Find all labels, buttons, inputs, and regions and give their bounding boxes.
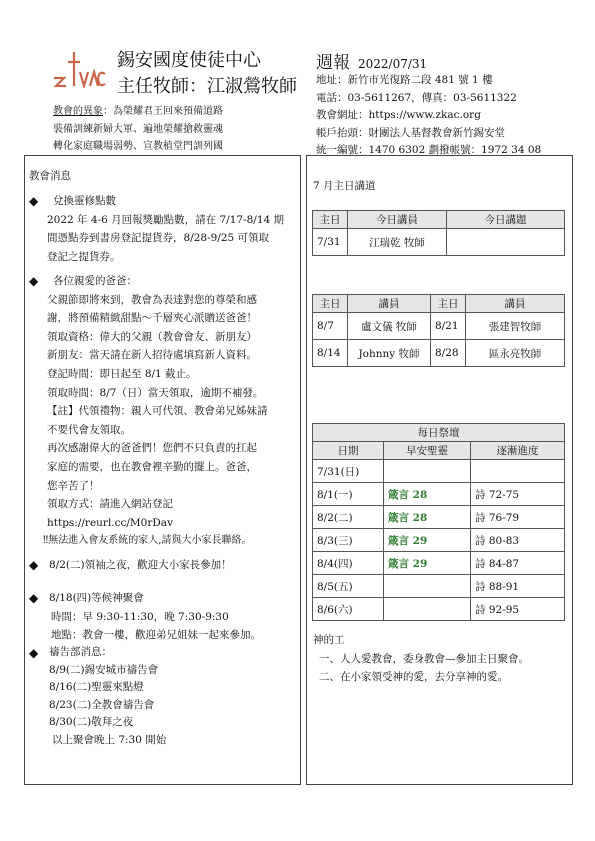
news-item [49,644,166,749]
weekly-date: 2022/07/31 [358,57,428,71]
table-cell: 8/6(六) [313,598,384,621]
news-line: 領取時間：8/7（日）當天領取，逾期不補發。 [47,386,264,399]
news-heading: 兌換靈修點數 [53,195,116,207]
table-cell: 詩 76-79 [471,506,565,529]
news-item [47,192,285,266]
contact-info [316,72,541,160]
table-header: 講員 [348,295,431,313]
news-line: 家庭的需要，也在教會裡辛勤的擺上。爸爸， [47,460,257,473]
table-cell [384,575,471,598]
news-line: 間憑點券到書房登記提貨券，8/28-9/25 可領取 [47,232,270,245]
table-cell: 7/31(日) [313,460,384,483]
news-line: 時間：早 9:30-11:30，晚 7:30-9:30 [51,610,229,623]
table-cell: 詩 80-83 [471,529,565,552]
church-name: 錫安國度使徒中心 [117,50,261,71]
website: 教會網址：https://www.zkac.org [316,109,481,121]
news-line: 領取方式：請進入網站登記 [47,498,173,511]
table-row [313,229,565,256]
table-cell: 江瑞乾 牧師 [348,229,447,256]
table-row [313,340,565,367]
table-row [313,313,565,340]
table-cell: 8/5(五) [313,575,384,598]
table-header: 講員 [466,295,565,313]
table-header: 主日 [313,211,348,229]
table-cell: 詩 88-91 [471,575,565,598]
pastor-name: 主任牧師：江淑鶯牧師 [117,76,297,97]
table-row [313,598,565,621]
table-cell: 詩 72-75 [471,483,565,506]
table-header: 日期 [313,442,384,460]
news-link[interactable]: https://reurl.cc/M0rDav [47,516,173,529]
news-heading: 各位親愛的爸爸： [53,275,137,287]
news-item [49,556,232,575]
table-cell: 8/21 [431,313,466,340]
table-row [313,575,565,598]
table-row [313,483,565,506]
phone: 電話：03-5611267，傳真：03-5611322 [316,91,517,104]
table-header: 主日 [431,295,466,313]
news-heading: 8/2(二)領袖之夜，歡迎大小家長參加！ [49,559,232,571]
news-line: 不要代會友領取。 [47,423,131,436]
work-line: 二、在小家領受神的愛，去分享神的愛。 [319,671,508,683]
news-heading: 8/18(四)等候神聚會 [49,592,144,604]
bullet-icon: ◆ [29,194,39,208]
table-header: 今日講題 [447,211,565,229]
table-cell: 7/31 [313,229,348,256]
news-panel [24,155,301,785]
table-cell: 張建智牧師 [466,313,565,340]
table-row [313,529,565,552]
news-line: 以上聚會晚上 7:30 開始 [52,733,167,746]
news-item [49,589,261,645]
news-line: 您辛苦了！ [47,479,100,492]
news-item [43,272,268,551]
news-line: 8/30(二)敬拜之夜 [49,716,134,728]
news-line: 8/16(二)聖靈來點燈 [49,681,144,693]
table-cell [471,460,565,483]
vision-line: 轉化家庭職場弱勢、宣教植堂門訓列國 [53,141,223,152]
table-header: 逐漸進度 [471,442,565,460]
work-title: 神的工 [313,634,345,646]
news-line: 謝，將預備精緻甜點～千層夾心派贈送爸爸！ [47,312,257,325]
weekly-title [316,48,427,73]
table-header: 主日 [313,295,348,313]
table-row [313,460,565,483]
table-cell: 8/7 [313,313,348,340]
news-line: 登記之提貨券。 [47,250,121,263]
news-heading: 禱告部消息： [49,646,112,658]
table-row [313,506,565,529]
work-line: 一、人人愛教會，委身教會—參加主日聚會。 [319,653,529,665]
table-header: 今日講員 [348,211,447,229]
vision-label: 教會的異象 [53,106,103,117]
news-line: 領取資格：偉大的父親（教會會友、新朋友） [47,330,257,343]
news-line: 再次感謝偉大的爸爸們！您們不只負責的扛起 [47,442,257,455]
table-cell: 箴言 29 [384,552,471,575]
table-cell: 8/3(三) [313,529,384,552]
address: 地址：新竹市光復路二段 481 號 1 樓 [316,74,493,86]
table-cell: 8/1(一) [313,483,384,506]
tax-id: 統一編號：1470 6302 劃撥帳號：1972 34 08 [316,144,542,156]
table-cell [447,229,565,256]
sermon-table-august [312,294,565,367]
account: 帳戶抬頭：財團法人基督教會新竹錫安堂 [316,126,505,139]
vision-line: 裝備訓練新婦大軍、遍地榮耀搶救靈魂 [53,123,223,135]
table-cell [384,598,471,621]
table-cell [384,460,471,483]
vision-statement [53,103,223,156]
table-cell: 8/2(二) [313,506,384,529]
news-line: ‼無法進入會友系統的家人,請與大小家長聯絡。 [43,535,252,547]
table-cell: Johnny 牧師 [348,340,431,367]
news-line: 父親節即將來到，教會為表達對您的尊榮和感 [47,293,257,306]
table-cell: 區永亮牧師 [466,340,565,367]
sermon-table-july [312,210,565,256]
bullet-icon: ◆ [29,274,39,288]
news-line: 8/9(二)錫安城市禱告會 [49,663,159,676]
table-cell: 箴言 28 [384,483,471,506]
news-line: 【註】代領禮物：親人可代領、教會弟兄姊妹請 [47,405,268,418]
daily-altar-table [312,423,565,621]
bullet-icon: ◆ [29,646,39,660]
news-title: 教會消息 [29,170,71,182]
church-logo [50,48,106,88]
news-line: 地點：教會一樓，歡迎弟兄姐妹一起來參加。 [51,629,261,642]
bullet-icon: ◆ [29,558,39,572]
table-cell: 箴言 29 [384,529,471,552]
table-cell: 箴言 28 [384,506,471,529]
table-cell: 8/4(四) [313,552,384,575]
table-header: 早安聖靈 [384,442,471,460]
weekly-label: 週報 [316,53,350,73]
table-row [313,552,565,575]
sermon-title: 7 月主日講道 [313,180,376,192]
news-line: 登記時間：即日起至 8/1 截止。 [47,367,197,380]
table-cell: 詩 84-87 [471,552,565,575]
table-cell: 8/14 [313,340,348,367]
bullet-icon: ◆ [29,591,39,605]
schedule-panel [306,155,573,785]
table-cell: 盧文儀 牧師 [348,313,431,340]
news-line: 8/23(二)全教會禱告會 [49,698,155,711]
vision-line: ：為榮耀君王回來預備道路 [103,106,223,117]
news-line: 新朋友：當天請在新人招待處填寫新人資料。 [47,349,257,362]
table-cell: 詩 92-95 [471,598,565,621]
table-cell: 8/28 [431,340,466,367]
work-list [319,650,529,686]
news-line: 2022 年 4-6 月回報獎勵點數，請在 7/17-8/14 期 [47,213,285,226]
daily-title: 每日祭壇 [313,424,565,442]
